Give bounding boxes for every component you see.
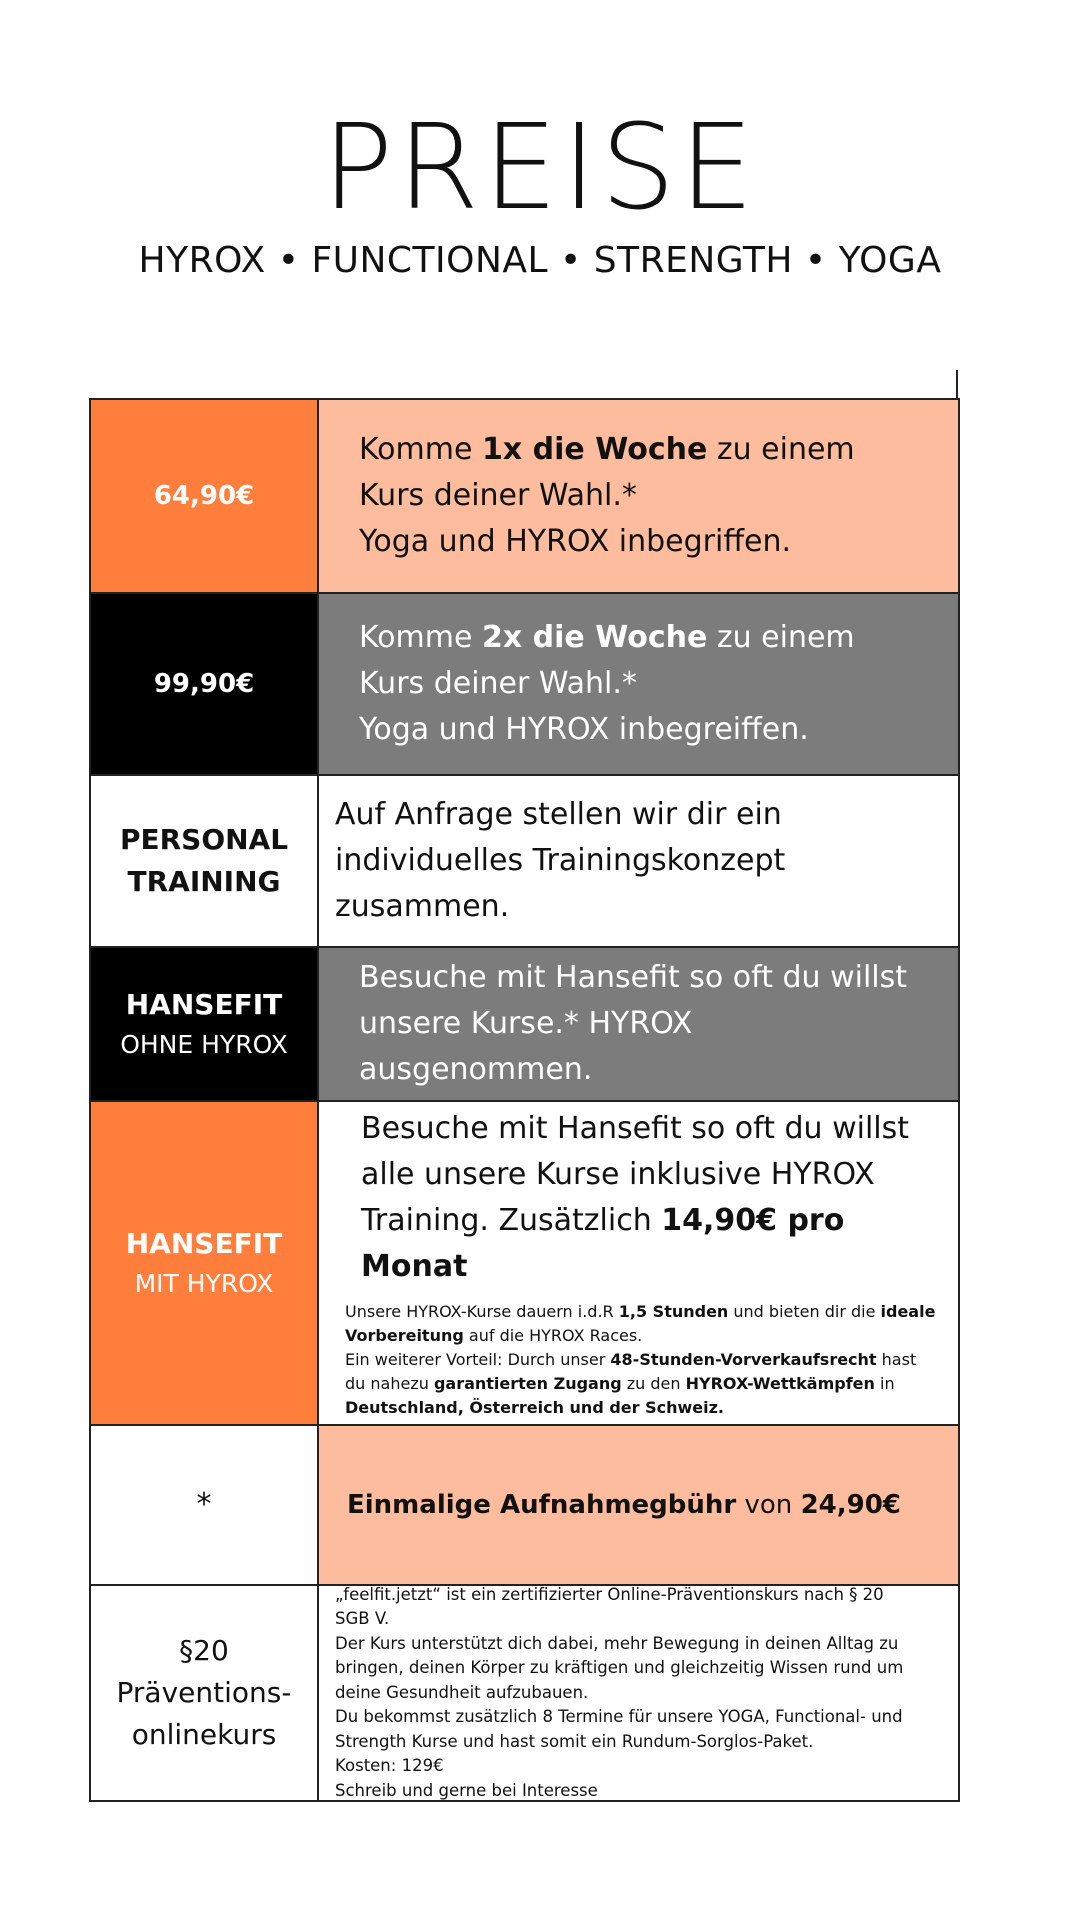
description-text: Auf Anfrage stellen wir dir ein individuelles Trainingskonzept zusammen. — [335, 797, 786, 924]
description-cell — [319, 776, 960, 946]
label-cell — [91, 776, 319, 946]
description-cell — [319, 1102, 960, 1424]
description-text: Besuche mit Hansefit so oft du willst unsere Kurse.* HYROX ausgenommen. — [359, 960, 908, 1087]
description-cell — [319, 400, 960, 592]
table-row — [91, 1586, 960, 1802]
price-table — [89, 398, 960, 1802]
hyrox-note: Unsere HYROX-Kurse dauern i.d.R 1,5 Stunden und bieten dir die ideale Vorbereitung auf die HYROX Races. Ein weiterer Vorteil: Durch unser 48-Stunden-Vorverkaufsrecht hast du nahezu garantierten Zugang zu den HYROX-Wettkämpfen in Deutschland, Österreich und der Schweiz. — [345, 1302, 936, 1417]
row-label: §20 — [179, 1634, 229, 1667]
decorative-line — [956, 370, 958, 400]
row-label: HANSEFIT — [125, 988, 283, 1021]
price-label: 64,90€ — [153, 481, 255, 511]
description-cell — [319, 1586, 960, 1800]
row-label: PERSONAL — [119, 823, 289, 856]
description-cell — [319, 948, 960, 1100]
description-cell — [319, 1426, 960, 1584]
label-cell — [91, 948, 319, 1100]
label-cell — [91, 1102, 319, 1424]
page-title: PREISE — [322, 98, 758, 236]
row-sublabel: MIT HYROX — [134, 1269, 274, 1298]
row-label: HANSEFIT — [125, 1227, 283, 1260]
description-cell — [319, 594, 960, 774]
asterisk-label: * — [196, 1487, 212, 1522]
table-row — [91, 1426, 960, 1586]
row-sublabel: OHNE HYROX — [120, 1030, 288, 1059]
table-row — [91, 594, 960, 776]
price-label: 99,90€ — [153, 669, 255, 699]
description-text: Besuche mit Hansefit so oft du willst alle unsere Kurse inklusive HYROX Training. Zusätzlich 14,90€ pro Monat — [361, 1111, 910, 1284]
description-text: Komme 1x die Woche zu einem Kurs deiner Wahl.* Yoga und HYROX inbegriffen. — [359, 432, 855, 559]
row-label: TRAINING — [127, 865, 281, 898]
row-label: onlinekurs — [131, 1718, 277, 1751]
description-text: Komme 2x die Woche zu einem Kurs deiner Wahl.* Yoga und HYROX inbegreiffen. — [359, 620, 855, 747]
table-row — [91, 776, 960, 948]
page-subtitle: HYROX • FUNCTIONAL • STRENGTH • YOGA — [138, 240, 942, 281]
prevention-text: „feelfit.jetzt“ ist ein zertifizierter Online-Präventionskurs nach § 20 SGB V. Der Kurs unterstützt dich dabei, mehr Bewegung in deinen Alltag zu bringen, deinen Körper zu kräftigen und gleichzeitig Wissen rund um deine Gesundheit aufzubauen. Du bekommst zusätzlich 8 Termine für unsere YOGA, Functional- und Strength Kurse und hast somit ein Rundum-Sorglos-Paket. Kosten: 129€ Schreib und gerne bei Interesse — [335, 1584, 904, 1800]
price-cell — [91, 594, 319, 774]
label-cell — [91, 1426, 319, 1584]
row-label: Präventions- — [116, 1676, 292, 1709]
fee-text: Einmalige Aufnahmegbühr von 24,90€ — [347, 1490, 901, 1520]
table-row — [91, 948, 960, 1102]
label-cell — [91, 1586, 319, 1800]
table-row — [91, 1102, 960, 1426]
price-cell — [91, 400, 319, 592]
table-row — [91, 400, 960, 594]
